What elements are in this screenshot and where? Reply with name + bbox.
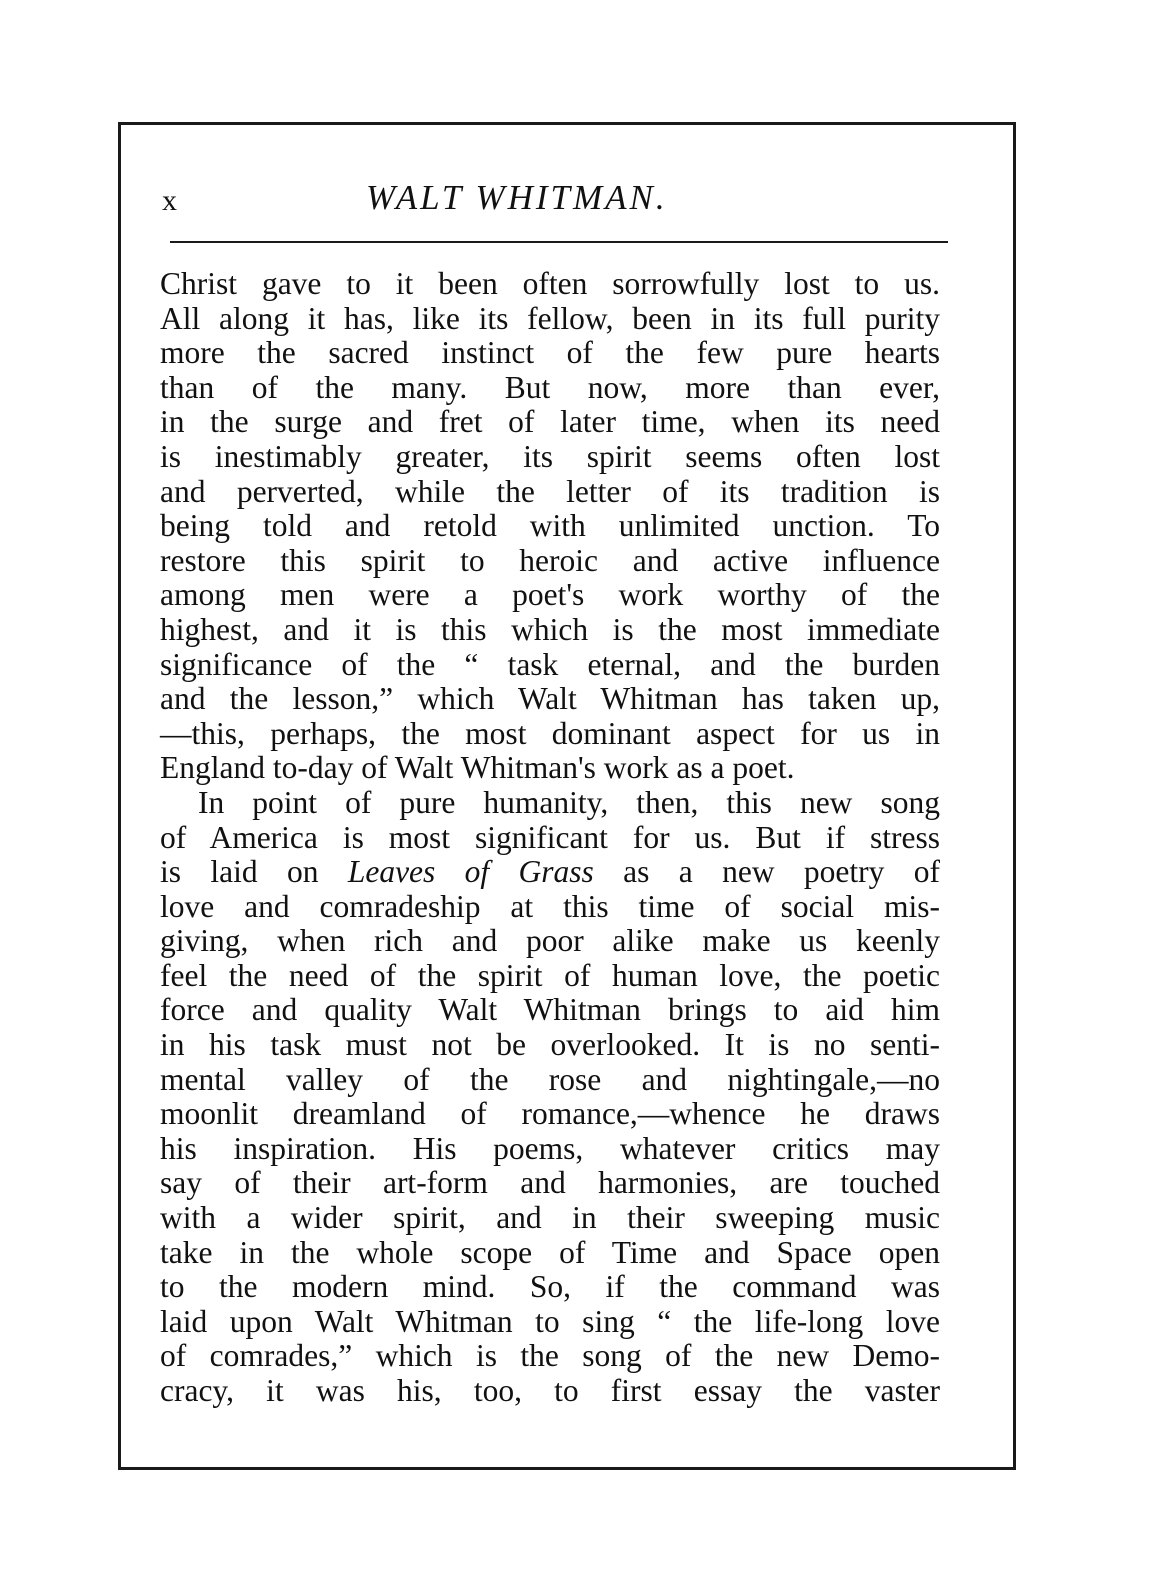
text-line: giving, when rich and poor alike make us keenly (160, 923, 940, 959)
text-line: In point of pure humanity, then, this new song (198, 784, 940, 820)
text-line: mental valley of the rose and nightingale,—no (160, 1061, 940, 1097)
text-line: moonlit dreamland of romance,—whence he draws (160, 1096, 940, 1132)
text-line: with a wider spirit, and in their sweeping music (160, 1200, 940, 1236)
text-line: is inestimably greater, its spirit seems often lost (160, 438, 940, 474)
text-line: significance of the “ task eternal, and the burden (160, 646, 940, 682)
text-line: and the lesson,” which Walt Whitman has taken up, (160, 681, 940, 717)
text-line: among men were a poet's work worthy of the (160, 577, 940, 613)
text-line: more the sacred instinct of the few pure hearts (160, 335, 940, 371)
text-line-mixed (160, 855, 940, 890)
running-head (162, 178, 962, 222)
text-line: force and quality Walt Whitman brings to aid him (160, 992, 940, 1028)
text-line: Christ gave to it been often sorrowfully lost to us. (160, 266, 940, 301)
text-line: his inspiration. His poems, whatever critics may (160, 1130, 940, 1166)
text-line: love and comradeship at this time of social mis- (160, 888, 940, 924)
header-rule (170, 241, 948, 243)
text-line: of comrades,” which is the song of the new Demo- (160, 1338, 940, 1374)
running-title: WALT WHITMAN. (366, 178, 668, 217)
text-line: cracy, it was his, too, to first essay the vaster (160, 1373, 940, 1408)
text-line: say of their art-form and harmonies, are touched (160, 1165, 940, 1201)
text-line: All along it has, like its fellow, been in its full purity (160, 300, 940, 336)
text-line: in his task must not be overlooked. It is no senti- (160, 1027, 940, 1063)
text-line: being told and retold with unlimited unction. To (160, 508, 940, 544)
text-line: laid upon Walt Whitman to sing “ the life-long love (160, 1303, 940, 1339)
text-line: and perverted, while the letter of its tradition is (160, 473, 940, 509)
text-line: England to-day of Walt Whitman's work as a poet. (160, 750, 795, 786)
text-line: take in the whole scope of Time and Space open (160, 1234, 940, 1270)
page-number: x (162, 184, 177, 217)
text-segment: as a new poetry of (623, 854, 941, 890)
text-line: restore this spirit to heroic and active influence (160, 542, 940, 578)
body-text (160, 267, 940, 1409)
text-line: highest, and it is this which is the most immediate (160, 611, 940, 647)
text-segment: is laid on (160, 854, 319, 890)
text-line: feel the need of the spirit of human love, the poetic (160, 957, 940, 993)
book-title-italic: Leaves of Grass (347, 854, 594, 890)
text-line: —this, perhaps, the most dominant aspect for us in (160, 715, 940, 751)
text-line: of America is most significant for us. But if stress (160, 819, 940, 855)
text-line: to the modern mind. So, if the command was (160, 1269, 940, 1305)
text-line: than of the many. But now, more than ever, (160, 369, 940, 405)
text-line: in the surge and fret of later time, when its need (160, 404, 940, 440)
